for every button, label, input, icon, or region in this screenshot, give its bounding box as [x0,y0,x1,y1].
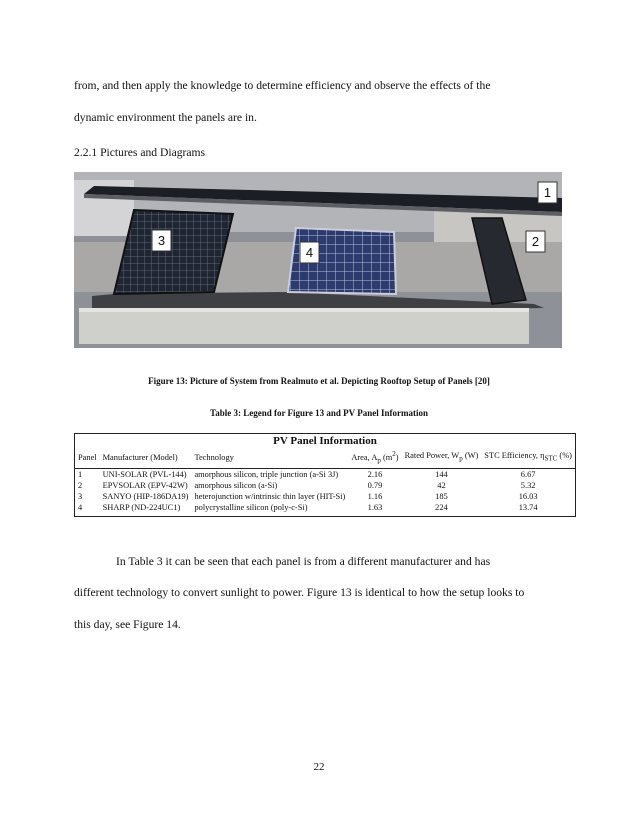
col-header-panel: Panel [75,448,100,469]
cell-efficiency: 5.32 [520,481,536,491]
cell-area: 2.16 [367,470,383,480]
cell-manufacturer: UNI-SOLAR (PVL-144) [102,470,187,480]
col-header-technology: Technology [191,448,348,469]
page-number: 22 [313,761,325,773]
cell-technology: amorphous silicon, triple junction (a-Si 3J) [194,470,339,480]
cell-technology: heterojunction w/intrinsic thin layer (HIT-Si) [194,492,346,502]
cell-technology: polycrystalline silicon (poly-c-Si) [194,503,308,513]
cell-area: 1.63 [367,503,383,513]
table-row [75,502,576,517]
rooftop-photo [74,172,562,348]
svg-text:2: 2 [531,234,540,249]
table-row [75,491,576,502]
cell-efficiency: 16.03 [518,492,538,502]
svg-text:1: 1 [543,185,552,200]
col-header-manufacturer: Manufacturer (Model) [100,448,192,469]
table-header-row [75,448,576,469]
label-box-4 [300,242,319,263]
table-title: PV Panel Information [273,435,377,447]
cell-panel: 4 [78,503,83,513]
table-row [75,480,576,491]
label-box-3 [152,230,171,251]
cell-area: 1.16 [367,492,383,502]
cell-power: 42 [437,481,446,491]
table-caption: Table 3: Legend for Figure 13 and PV Panel Information [210,408,428,418]
col-header-efficiency: STC Efficiency, $\eta_{STC}$ (%) [481,448,575,469]
pv-panel-table [74,433,576,517]
paragraph-line: In Table 3 it can be seen that each panel is from a different manufacturer and has [116,555,491,568]
paragraph-line: this day, see Figure 14. [74,618,181,631]
svg-text:4: 4 [305,245,314,260]
label-box-1 [538,182,557,203]
figure-caption: Figure 13: Picture of System from Realmuto et al. Depicting Rooftop Setup of Panels [20] [148,376,490,386]
cell-area: 0.79 [367,481,383,491]
cell-efficiency: 6.67 [520,470,536,480]
label-box-2 [526,231,545,252]
table-row [75,469,576,481]
cell-panel: 2 [78,481,83,491]
paragraph-line: from, and then apply the knowledge to determine efficiency and observe the effects of the [74,79,491,92]
col-header-power: Rated Power, $W_p$ (W) [402,448,482,469]
cell-technology: amorphous silicon (a-Si) [194,481,278,491]
svg-text:3: 3 [157,233,166,248]
paragraph-line: dynamic environment the panels are in. [74,111,257,124]
cell-panel: 1 [78,470,83,480]
cell-manufacturer: EPVSOLAR (EPV-42W) [102,481,188,491]
cell-power: 144 [435,470,448,480]
section-heading: 2.2.1 Pictures and Diagrams [74,146,206,159]
cell-efficiency: 13.74 [518,503,538,513]
col-header-area: Area, $A_p$ $(m^2)$ [348,448,401,469]
cell-power: 185 [435,492,448,502]
cell-panel: 3 [78,492,83,502]
paragraph-line: different technology to convert sunlight to power. Figure 13 is identical to how the setup looks to [74,586,525,599]
cell-manufacturer: SANYO (HIP-186DA19) [102,492,189,502]
cell-power: 224 [435,503,448,513]
cell-manufacturer: SHARP (ND-224UC1) [102,503,181,513]
